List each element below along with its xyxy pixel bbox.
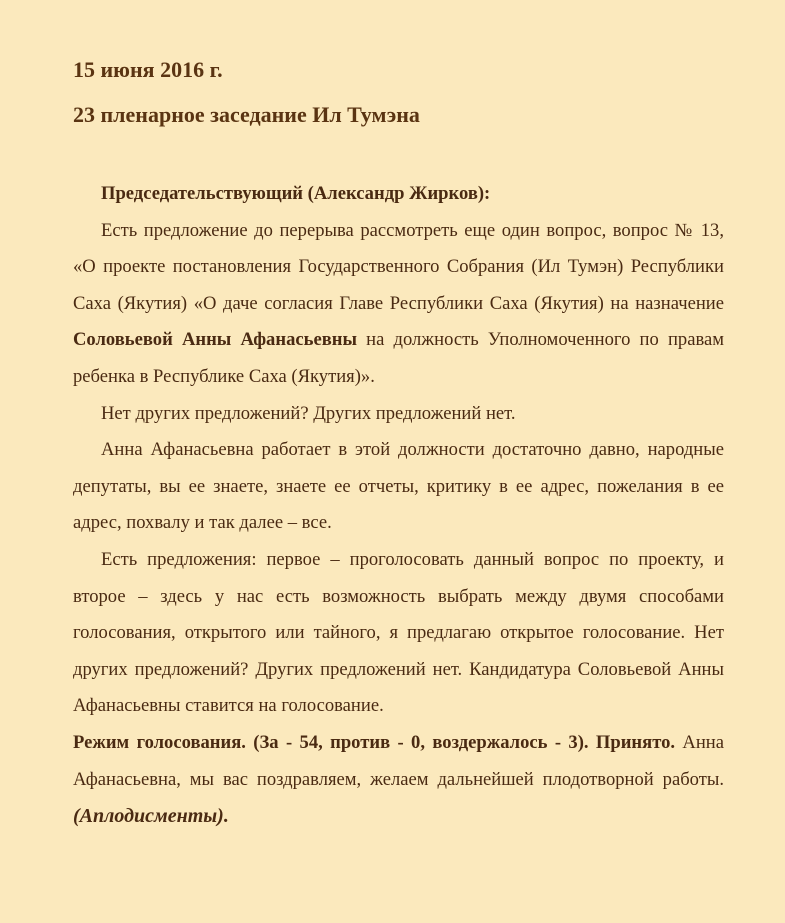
paragraph-proposal: [73, 213, 724, 396]
speaker-paragraph: [73, 176, 724, 213]
session-title: 23 пленарное заседание Ил Тумэна: [73, 102, 420, 127]
speaker-name: Председательствующий (Александр Жирков):: [101, 183, 491, 204]
vote-result: Режим голосования. (За - 54, против - 0, воздержалось - 3). Принято.: [73, 731, 676, 753]
proposal-text-start: Есть предложение до перерыва рассмотреть еще один вопрос, вопрос № 13, «О проекте постановления Государственного Собрания (Ил Тумэн) Республики Саха (Якутия) «О даче согласия Главе Республики Саха (Якутия) на назначение: [73, 219, 724, 314]
session-date: 15 июня 2016 г.: [73, 57, 223, 82]
paragraph-candidate-info: Анна Афанасьевна работает в этой должности достаточно давно, народные депутаты, вы ее знаете, знаете ее отчеты, критику в ее адрес, пожелания в ее адрес, похвалу и так далее – все.: [73, 439, 724, 534]
closing-text: Анна Афанасьевна, мы вас поздравляем, желаем дальнейшей плодотворной работы.: [73, 731, 724, 790]
paragraph-no-other-proposals: Нет других предложений? Других предложений нет.: [101, 402, 516, 424]
candidate-name: Соловьевой Анны Афанасьевны: [73, 329, 357, 351]
paragraph-vote-result: [73, 725, 724, 836]
voting-proposal-text: Есть предложения: первое – проголосовать данный вопрос по проекту, и второе – здесь у нас есть возможность выбрать между двумя способами голосования, открытого или тайного, я предлагаю открытое голосование. Нет других предложений? Других предложений нет. Кандидатура Соловьевой Анны Афанасьевны ставится на голосование.: [73, 548, 724, 717]
transcript-body: [73, 176, 724, 836]
applause-note: (Аплодисменты).: [73, 805, 229, 828]
proposal-text-end: на должность Уполномоченного по правам ребенка в Республике Саха (Якутия)».: [73, 329, 724, 387]
paragraph-voting-proposal: [73, 542, 724, 725]
